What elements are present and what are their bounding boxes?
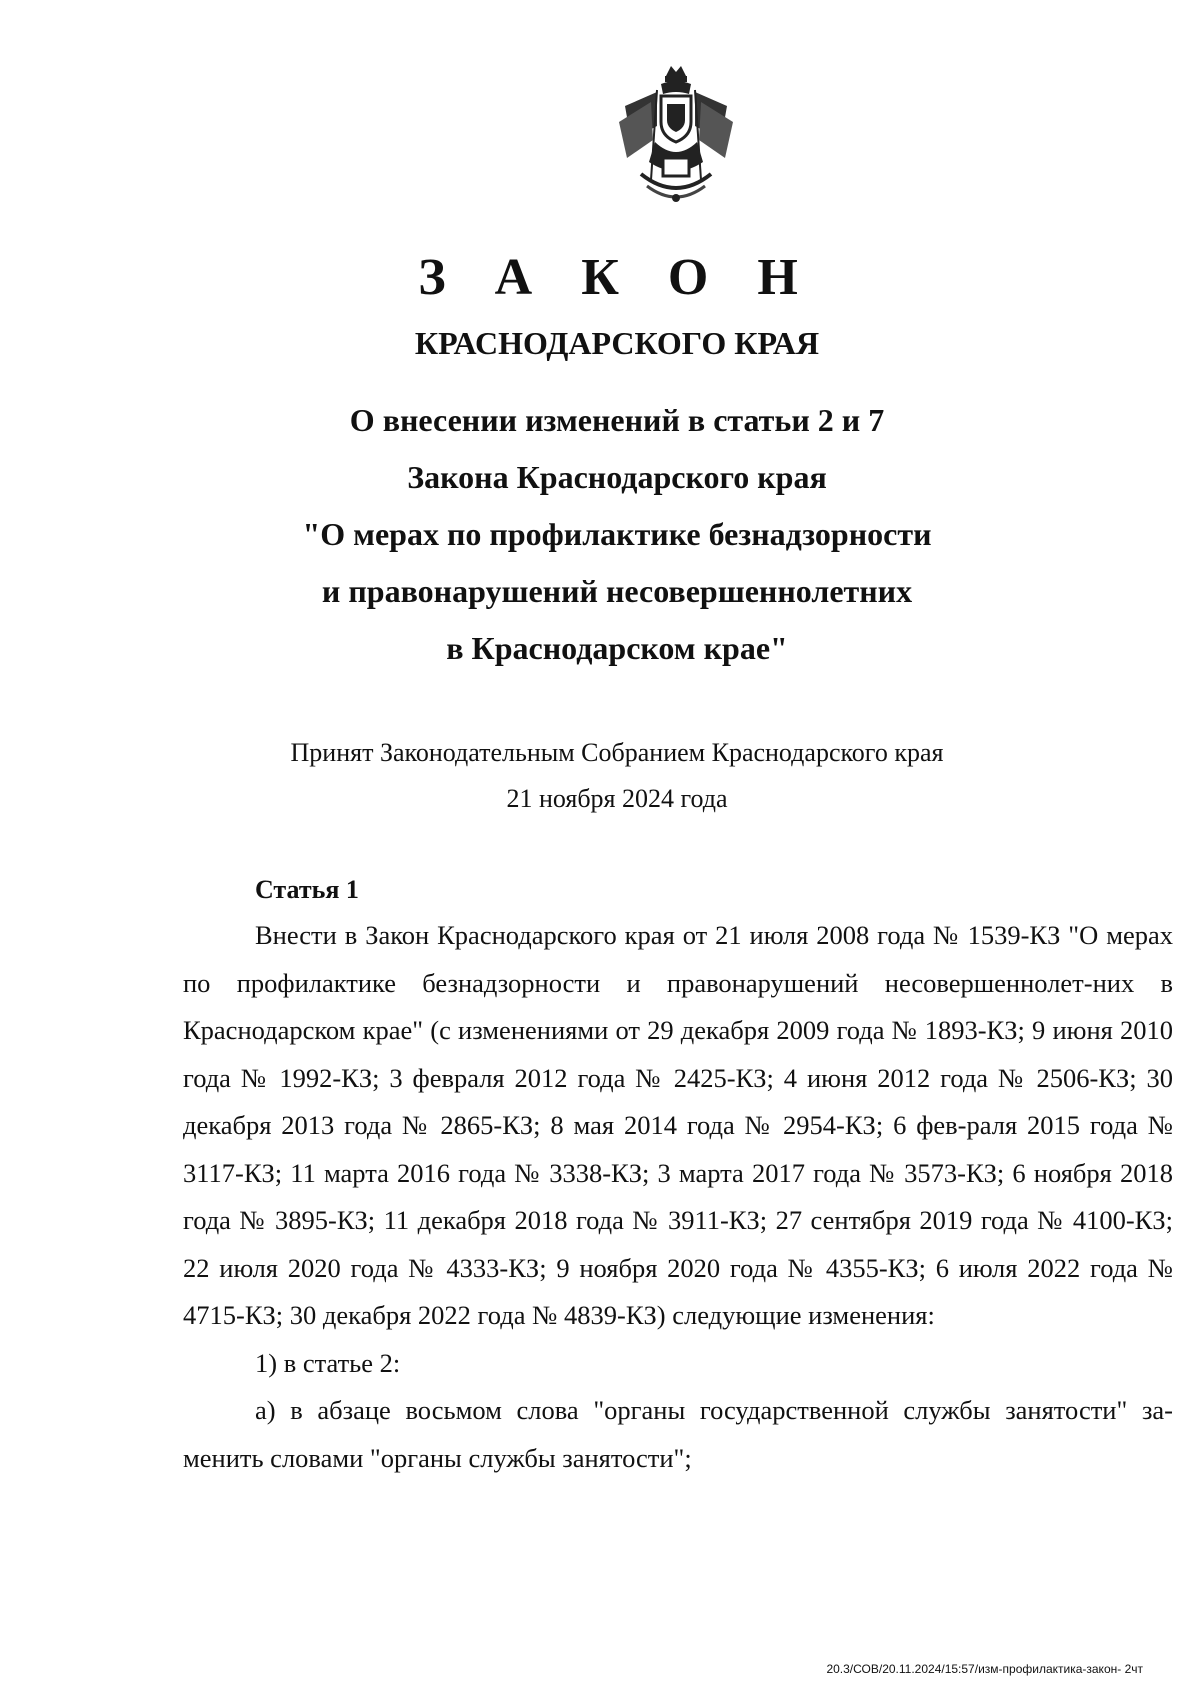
article-subitem: а) в абзаце восьмом слова "органы государственной службы занятости" за-менить словами "органы службы занятости";	[183, 1395, 1173, 1473]
adoption-statement: Принят Законодательным Собранием Краснодарского края	[290, 738, 944, 767]
article-paragraph: Внести в Закон Краснодарского края от 21 июля 2008 года № 1539-КЗ "О мерах по профилактике безнадзорности и правонарушений несовершеннолет-них в Краснодарском крае" (с изменениями от 29 декабря 2009 года № 1893-КЗ; 9 июня 2010 года № 1992-КЗ; 3 февраля 2012 года № 2425-КЗ; 4 июня 2012 года № 2506-КЗ; 30 декабря 2013 года № 2865-КЗ; 8 мая 2014 года № 2954-КЗ; 6 фев-раля 2015 года № 3117-КЗ; 11 марта 2016 года № 3338-КЗ; 3 марта 2017 года № 3573-КЗ; 6 ноября 2018 года № 3895-КЗ; 11 декабря 2018 года № 3911-КЗ; 27 сентября 2019 года № 4100-КЗ; 22 июля 2020 года № 4333-КЗ; 9 ноября 2020 года № 4355-КЗ; 6 июля 2022 года № 4715-КЗ; 30 декабря 2022 года № 4839-КЗ) следующие изменения:	[183, 920, 1173, 1330]
article-item: 1) в статье 2:	[255, 1347, 401, 1378]
law-title-line: О внесении изменений в статьи 2 и 7	[349, 402, 885, 438]
article-heading: Статья 1	[255, 875, 359, 904]
adoption-date: 21 ноября 2024 года	[506, 784, 728, 813]
article-body	[183, 912, 1173, 1482]
coat-of-arms-icon	[611, 62, 741, 212]
law-title-line: в Краснодарском крае"	[446, 630, 788, 666]
document-code-footer: 20.3/СОВ/20.11.2024/15:57/изм-профилактика-закон- 2чт	[826, 1662, 1143, 1676]
law-title-line: Закона Краснодарского края	[407, 459, 827, 495]
region-title: КРАСНОДАРСКОГО КРАЯ	[414, 325, 820, 361]
document-type-title: З А К О Н	[418, 249, 816, 306]
law-title-line: и правонарушений несовершеннолетних	[321, 573, 913, 609]
law-title-line: "О мерах по профилактике безнадзорности	[302, 516, 932, 552]
